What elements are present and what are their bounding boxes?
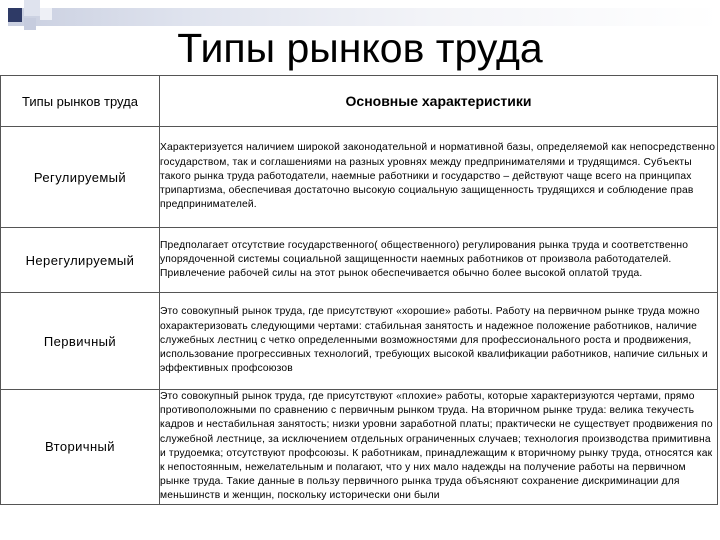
market-description: Предполагает отсутствие государственного( общественного) регулирования рынка труда и соответственно упорядоченной системы социальной защищенности наемных работников от произвола работодателей. Привлечение рабочей силы на этот рынок обеспечивается обычно более высокой оплатой труда. [160, 228, 718, 293]
table-header-row [1, 76, 718, 127]
table-row [1, 228, 718, 293]
market-description: Это совокупный рынок труда, где присутствуют «плохие» работы, которые характеризуются чертами, прямо противоположными по сравнению с первичным рынком труда. На вторичном рынке труда: велика текучесть кадров и нестабильная занятость; низки уровни заработной платы; практически не существует продвижения по служебной лестнице, за исключением отдельных ограниченных случаев; технология производства примитивна и трудоемка; отсутствуют профсоюзы. К работникам, принадлежащим к вторичному рынку труда, относятся как к непостоянным, нежелательным и полагают, что у них мало надежды на получение работы на первичном рынке труда. Такие данные в пользу первичного рынка труда объясняют сохранение дискриминации для меньшинств и женщин, поскольку исторически они были [160, 390, 718, 505]
table-row [1, 127, 718, 228]
labor-market-types-table [0, 75, 718, 505]
deco-square [24, 0, 40, 16]
header-characteristics: Основные характеристики [160, 76, 718, 127]
market-type-regulated: Регулируемый [1, 127, 160, 228]
header-types: Типы рынков труда [1, 76, 160, 127]
market-description: Характеризуется наличием широкой законодательной и нормативной базы, определяемой как непосредственно государством, так и соглашениями на разных уровнях между предпринимателями и трудящимся. Субъекты такого рынка труда работодатели, наемные работники и государство – действуют чаще всего на принципах трипартизма, обеспечивая достаточно высокую социальную защищенность трудящихся и соблюдение прав предпринимателей. [160, 127, 718, 228]
deco-square [8, 8, 22, 22]
market-type-unregulated: Нерегулируемый [1, 228, 160, 293]
table-row [1, 390, 718, 505]
market-type-secondary: Вторичный [1, 390, 160, 505]
market-type-primary: Первичный [1, 293, 160, 390]
slide-title: Типы рынков труда [177, 25, 543, 71]
deco-square [40, 8, 52, 20]
table-row [1, 293, 718, 390]
market-description: Это совокупный рынок труда, где присутствуют «хорошие» работы. Работу на первичном рынке труда можно охарактеризовать следующими чертами: стабильная занятость и надежное положение работников, наличие служебных лестниц с четко определенными возможностями для профессионального роста и продвижения, использование прогрессивных технологий, требующих высокой квалификации работников, напичие сильных и эффективных профсоюзов [160, 293, 718, 390]
